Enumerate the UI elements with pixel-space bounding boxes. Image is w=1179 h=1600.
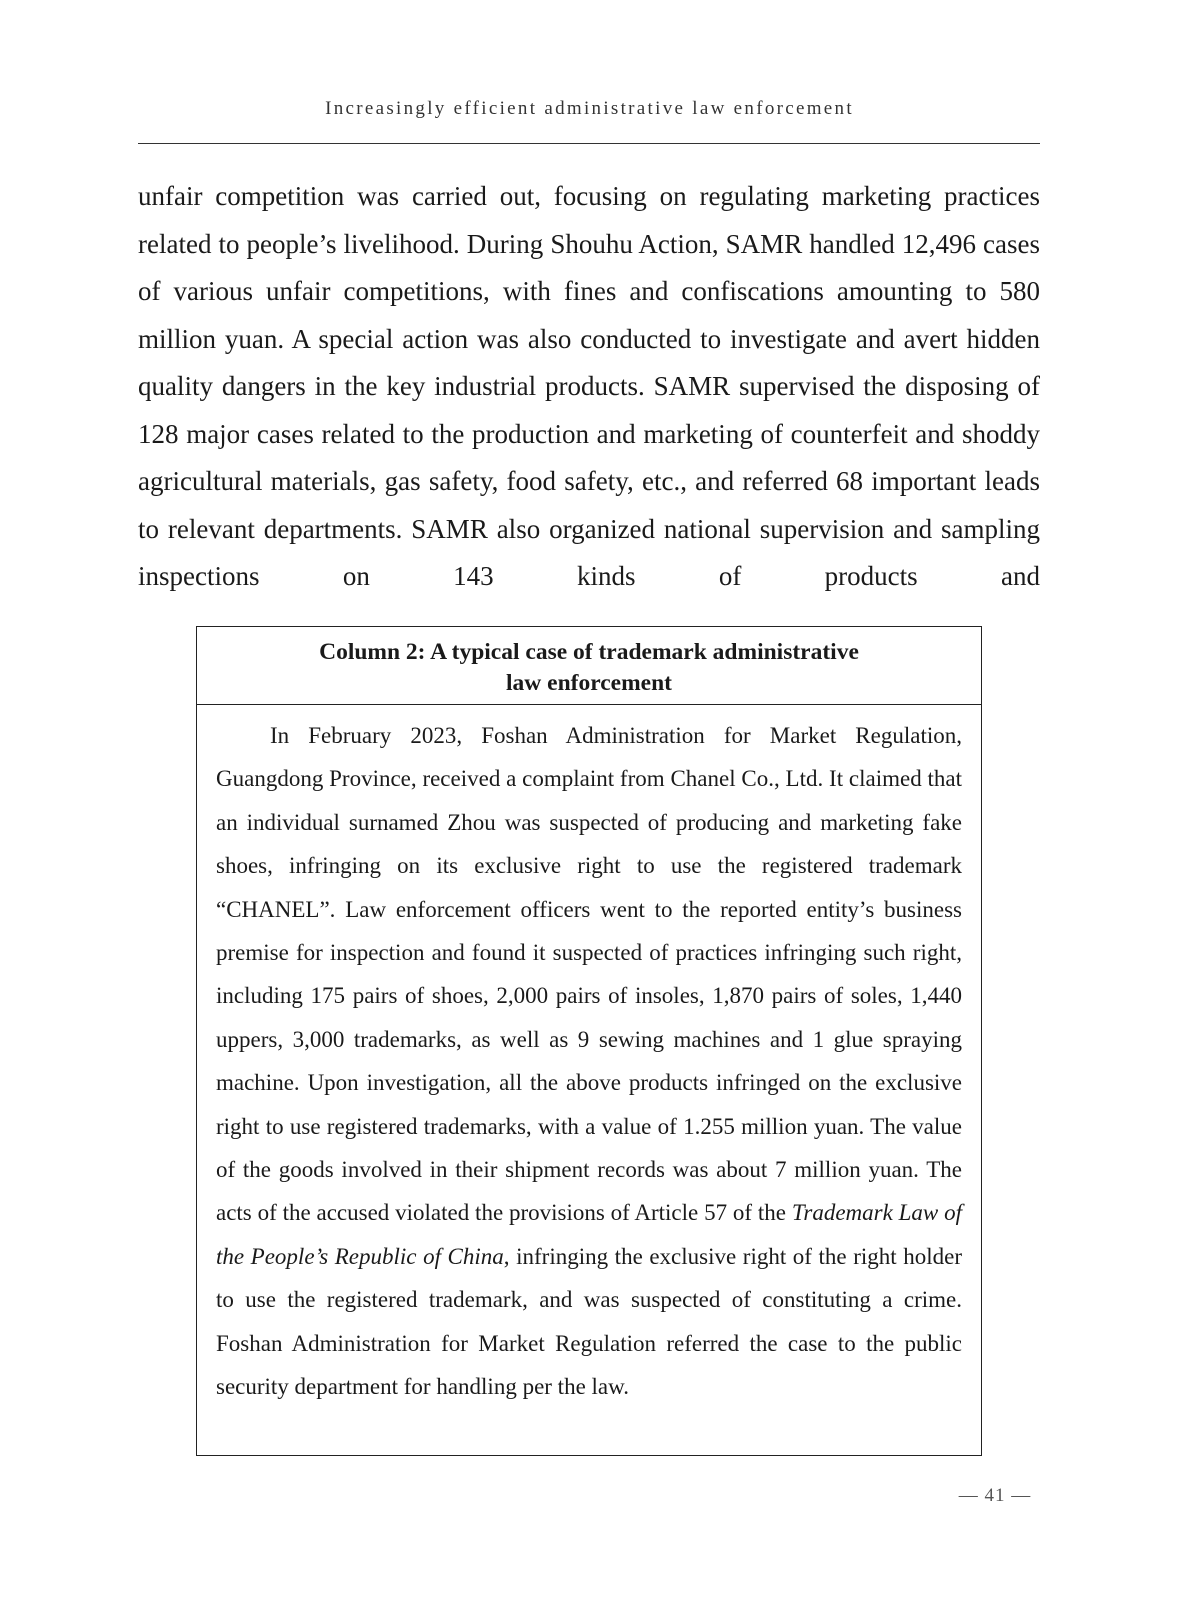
column-title-line-1: Column 2: A typical case of trademark administrative — [319, 639, 859, 665]
column-title-line-2: law enforcement — [506, 670, 672, 696]
law-title: Trademark Law of the People’s Republic of China — [216, 1200, 962, 1269]
running-header: Increasingly efficient administrative law enforcement — [325, 98, 854, 119]
column-text-part-2: , infringing the exclusive right of the right holder to use the registered trademark, and was suspected of constituting a crime. Foshan Administration for Market Regulation referred the case to the public security department for handling per the law. — [216, 1243, 962, 1400]
column-body-text — [197, 705, 981, 1409]
column-title — [197, 627, 981, 705]
header-divider — [138, 143, 1040, 144]
column-text-part-1: In February 2023, Foshan Administration for Market Regulation, Guangdong Province, received a complaint from Chanel Co., Ltd. It claimed that an individual surnamed Zhou was suspected of producing and marketing fake shoes, infringing on its exclusive right to use the registered trademark “CHANEL”. Law enforcement officers went to the reported entity’s business premise for inspection and found it suspected of practices infringing such right, including 175 pairs of shoes, 2,000 pairs of insoles, 1,870 pairs of soles, 1,440 uppers, 3,000 trademarks, as well as 9 sewing machines and 1 glue spraying machine. Upon investigation, all the above products infringed on the exclusive right to use registered trademarks, with a value of 1.255 million yuan. The value of the goods involved in their shipment records was about 7 million yuan. The acts of the accused violated the provisions of Article 57 of the — [216, 723, 962, 1226]
page-number: — 41 — — [958, 1485, 1032, 1506]
case-column-box — [196, 626, 982, 1456]
body-paragraph: unfair competition was carried out, focusing on regulating marketing practices related to people’s livelihood. During Shouhu Action, SAMR handled 12,496 cases of various unfair competitions, with fines and confiscations amounting to 580 million yuan. A special action was also conducted to investigate and avert hidden quality dangers in the key industrial products. SAMR supervised the disposing of 128 major cases related to the production and marketing of counterfeit and shoddy agricultural materials, gas safety, food safety, etc., and referred 68 important leads to relevant departments. SAMR also organized national supervision and sampling inspections on 143 kinds of products and — [138, 181, 1040, 591]
